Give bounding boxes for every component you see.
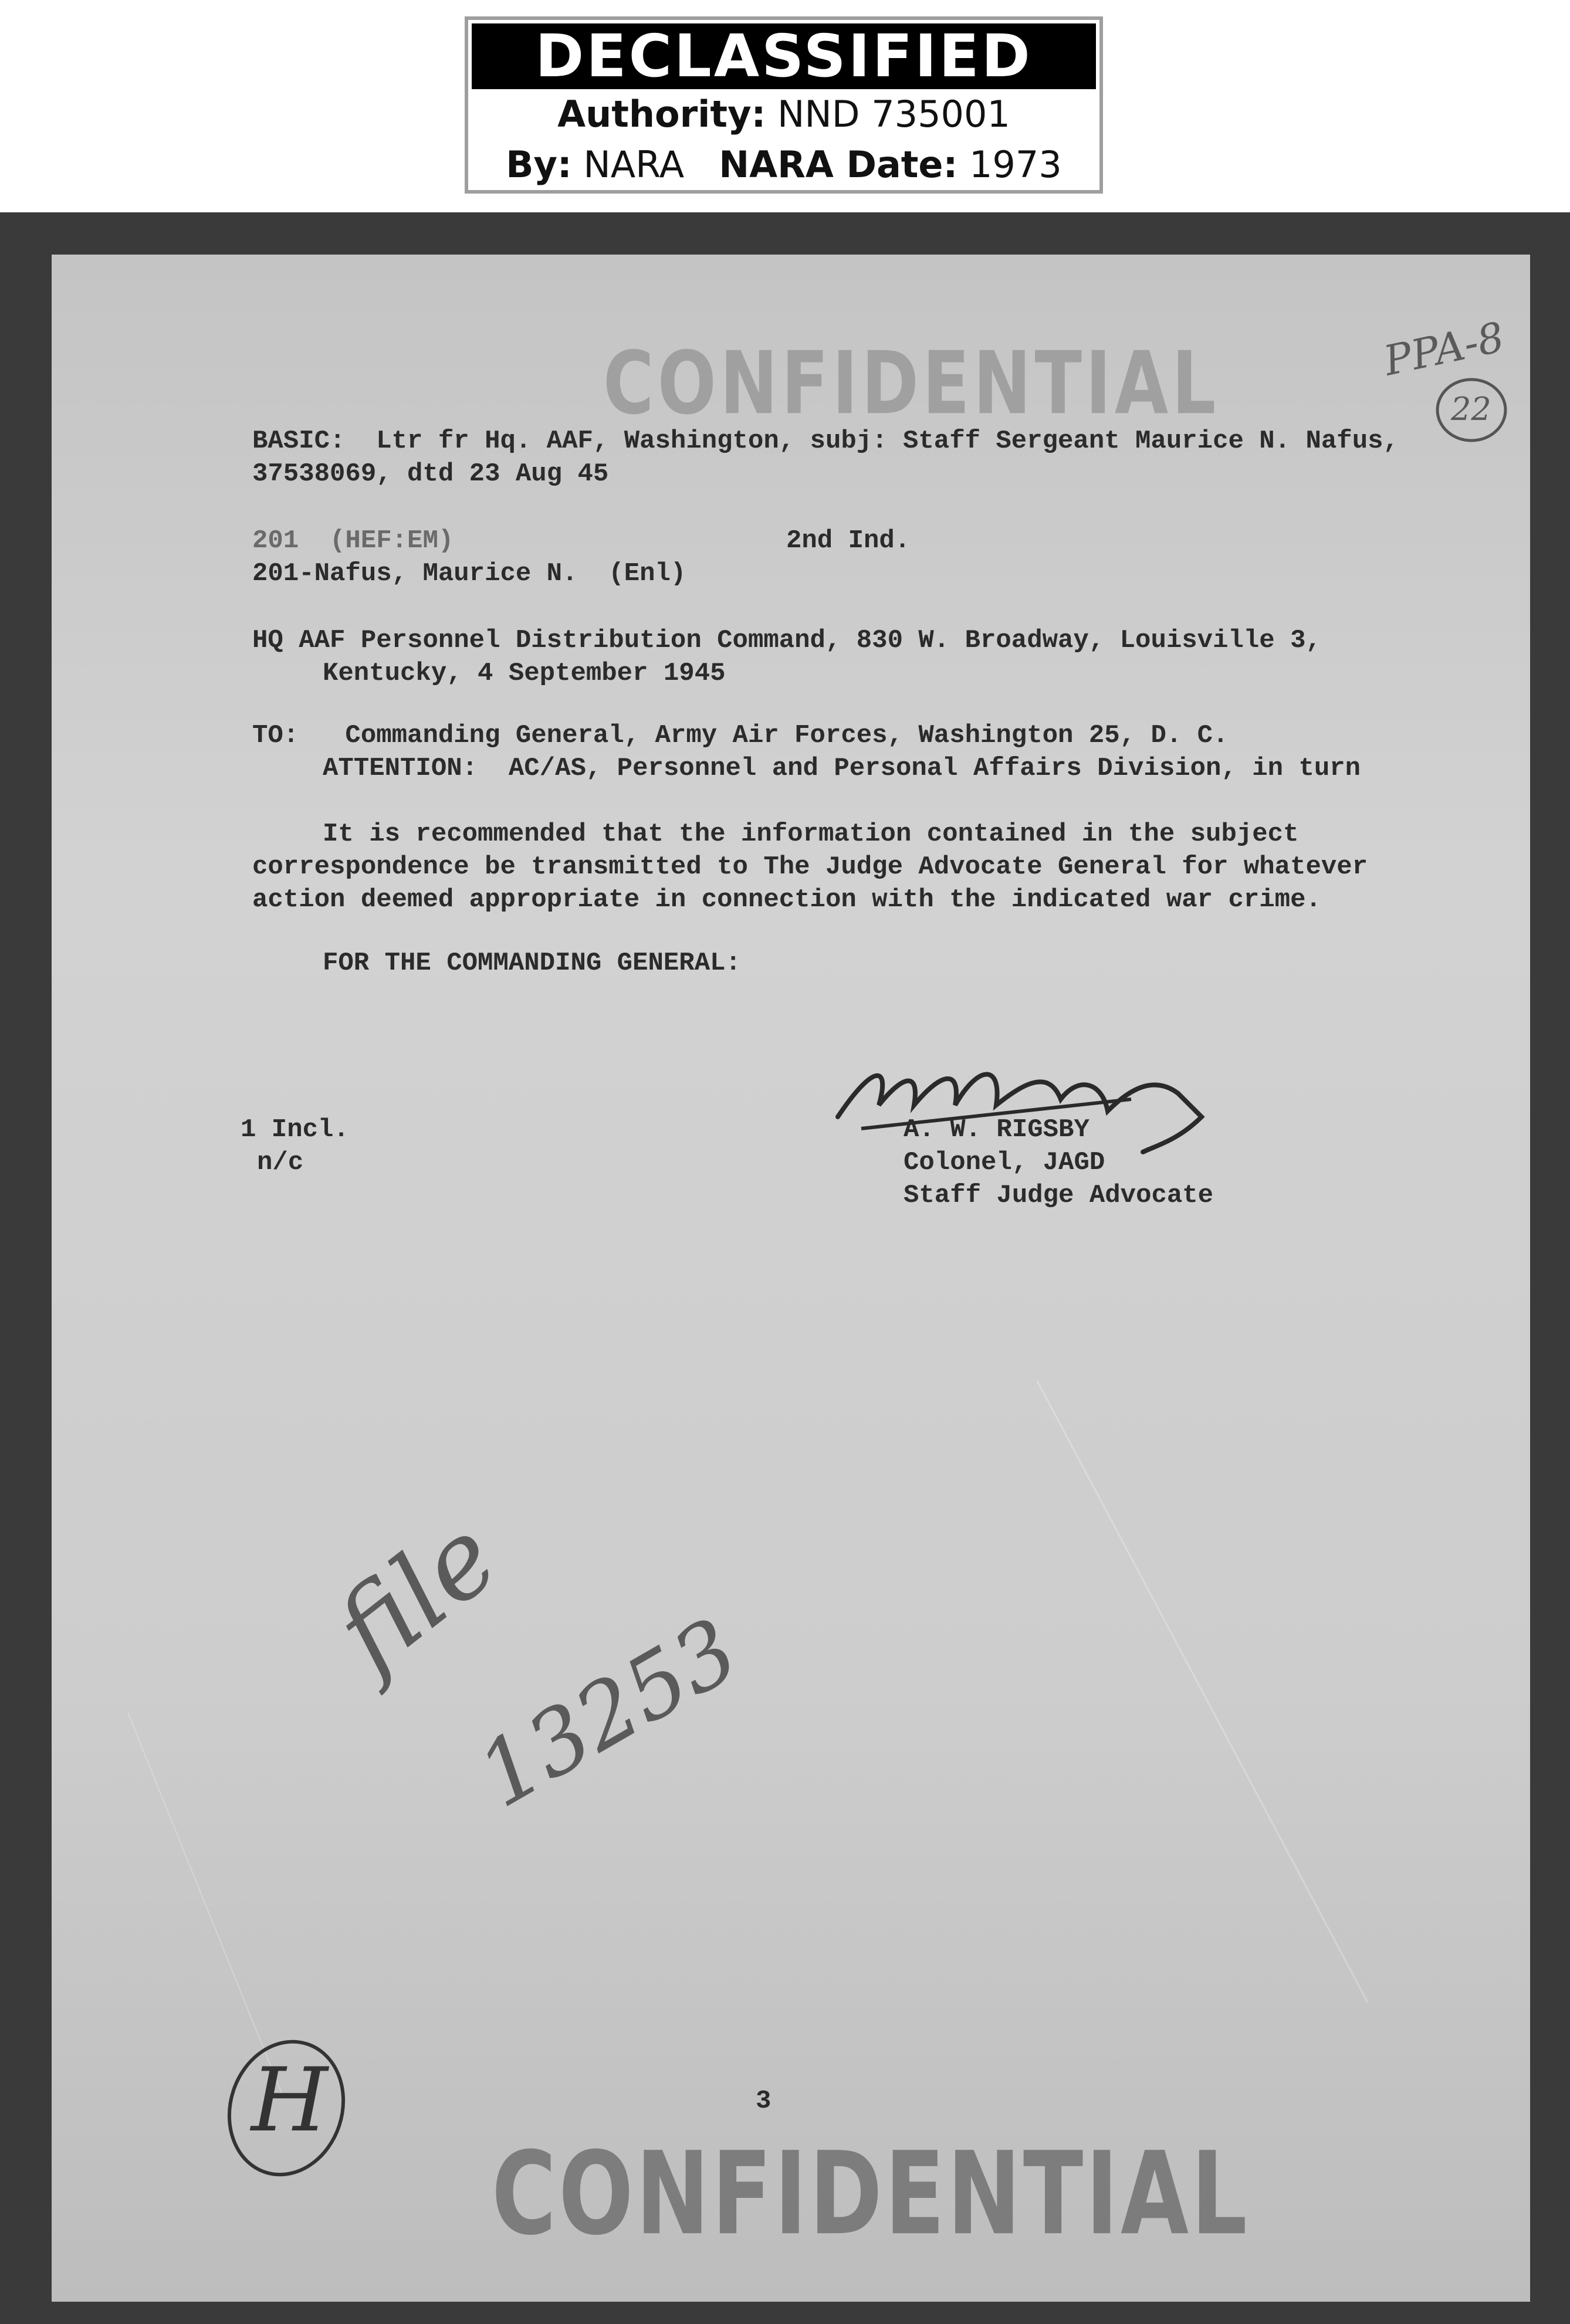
closing-line: FOR THE COMMANDING GENERAL: (323, 948, 741, 978)
body-line-2: correspondence be transmitted to The Judge Advocate General for whatever (252, 852, 1368, 882)
document-page (52, 255, 1530, 2302)
stamp-by-date (468, 140, 1099, 190)
declassification-stamp (465, 16, 1103, 194)
classification-stamp-top: CONFIDENTIAL (603, 332, 1220, 434)
scanned-document-frame (0, 212, 1570, 2324)
handwritten-note-word: file (313, 1495, 520, 1695)
inclosure-note: n/c (257, 1148, 304, 1177)
inclosure-line: 1 Incl. (241, 1115, 349, 1144)
signer-name: A. W. RIGSBY (904, 1115, 1089, 1144)
basic-line-1: BASIC: Ltr fr Hq. AAF, Washington, subj: Staff Sergeant Maurice N. Nafus, (252, 426, 1399, 456)
handwritten-corner-mark: PPA-8 (1379, 313, 1508, 385)
file-reference: 201-Nafus, Maurice N. (Enl) (252, 559, 686, 588)
circled-letter: H (251, 2049, 328, 2152)
page-number: 3 (756, 2086, 772, 2116)
stamp-by-label: By: (506, 143, 572, 186)
basic-line-2: 37538069, dtd 23 Aug 45 (252, 459, 609, 489)
stamp-title: DECLASSIFIED (472, 23, 1096, 89)
stamp-by-value: NARA (583, 143, 685, 186)
handwritten-file-number: 13253 (461, 1599, 755, 1828)
stamp-authority-value: NND 735001 (777, 93, 1010, 135)
reference-code: 201 (HEF:EM) (252, 526, 454, 555)
circled-number: 22 (1451, 391, 1491, 428)
indorsement-number: 2nd Ind. (786, 526, 911, 555)
body-line-3: action deemed appropriate in connection with the indicated war crime. (252, 885, 1321, 914)
from-line-2: Kentucky, 4 September 1945 (323, 659, 726, 688)
to-line-1: TO: Commanding General, Army Air Forces, Washington 25, D. C. (252, 721, 1229, 750)
scan-scratch (1036, 1381, 1368, 2003)
from-line-1: HQ AAF Personnel Distribution Command, 830 W. Broadway, Louisville 3, (252, 626, 1321, 655)
stamp-date-label: NARA Date: (719, 143, 958, 186)
stamp-date-value: 1973 (969, 143, 1062, 186)
body-line-1: It is recommended that the information contained in the subject (323, 819, 1299, 849)
stamp-authority-label: Authority: (557, 93, 766, 135)
stamp-authority (468, 89, 1099, 140)
classification-stamp-bottom: CONFIDENTIAL (492, 2127, 1250, 2261)
to-line-2: ATTENTION: AC/AS, Personnel and Personal Affairs Division, in turn (323, 754, 1361, 783)
signer-rank: Colonel, JAGD (904, 1148, 1105, 1177)
signer-title: Staff Judge Advocate (904, 1181, 1214, 1210)
